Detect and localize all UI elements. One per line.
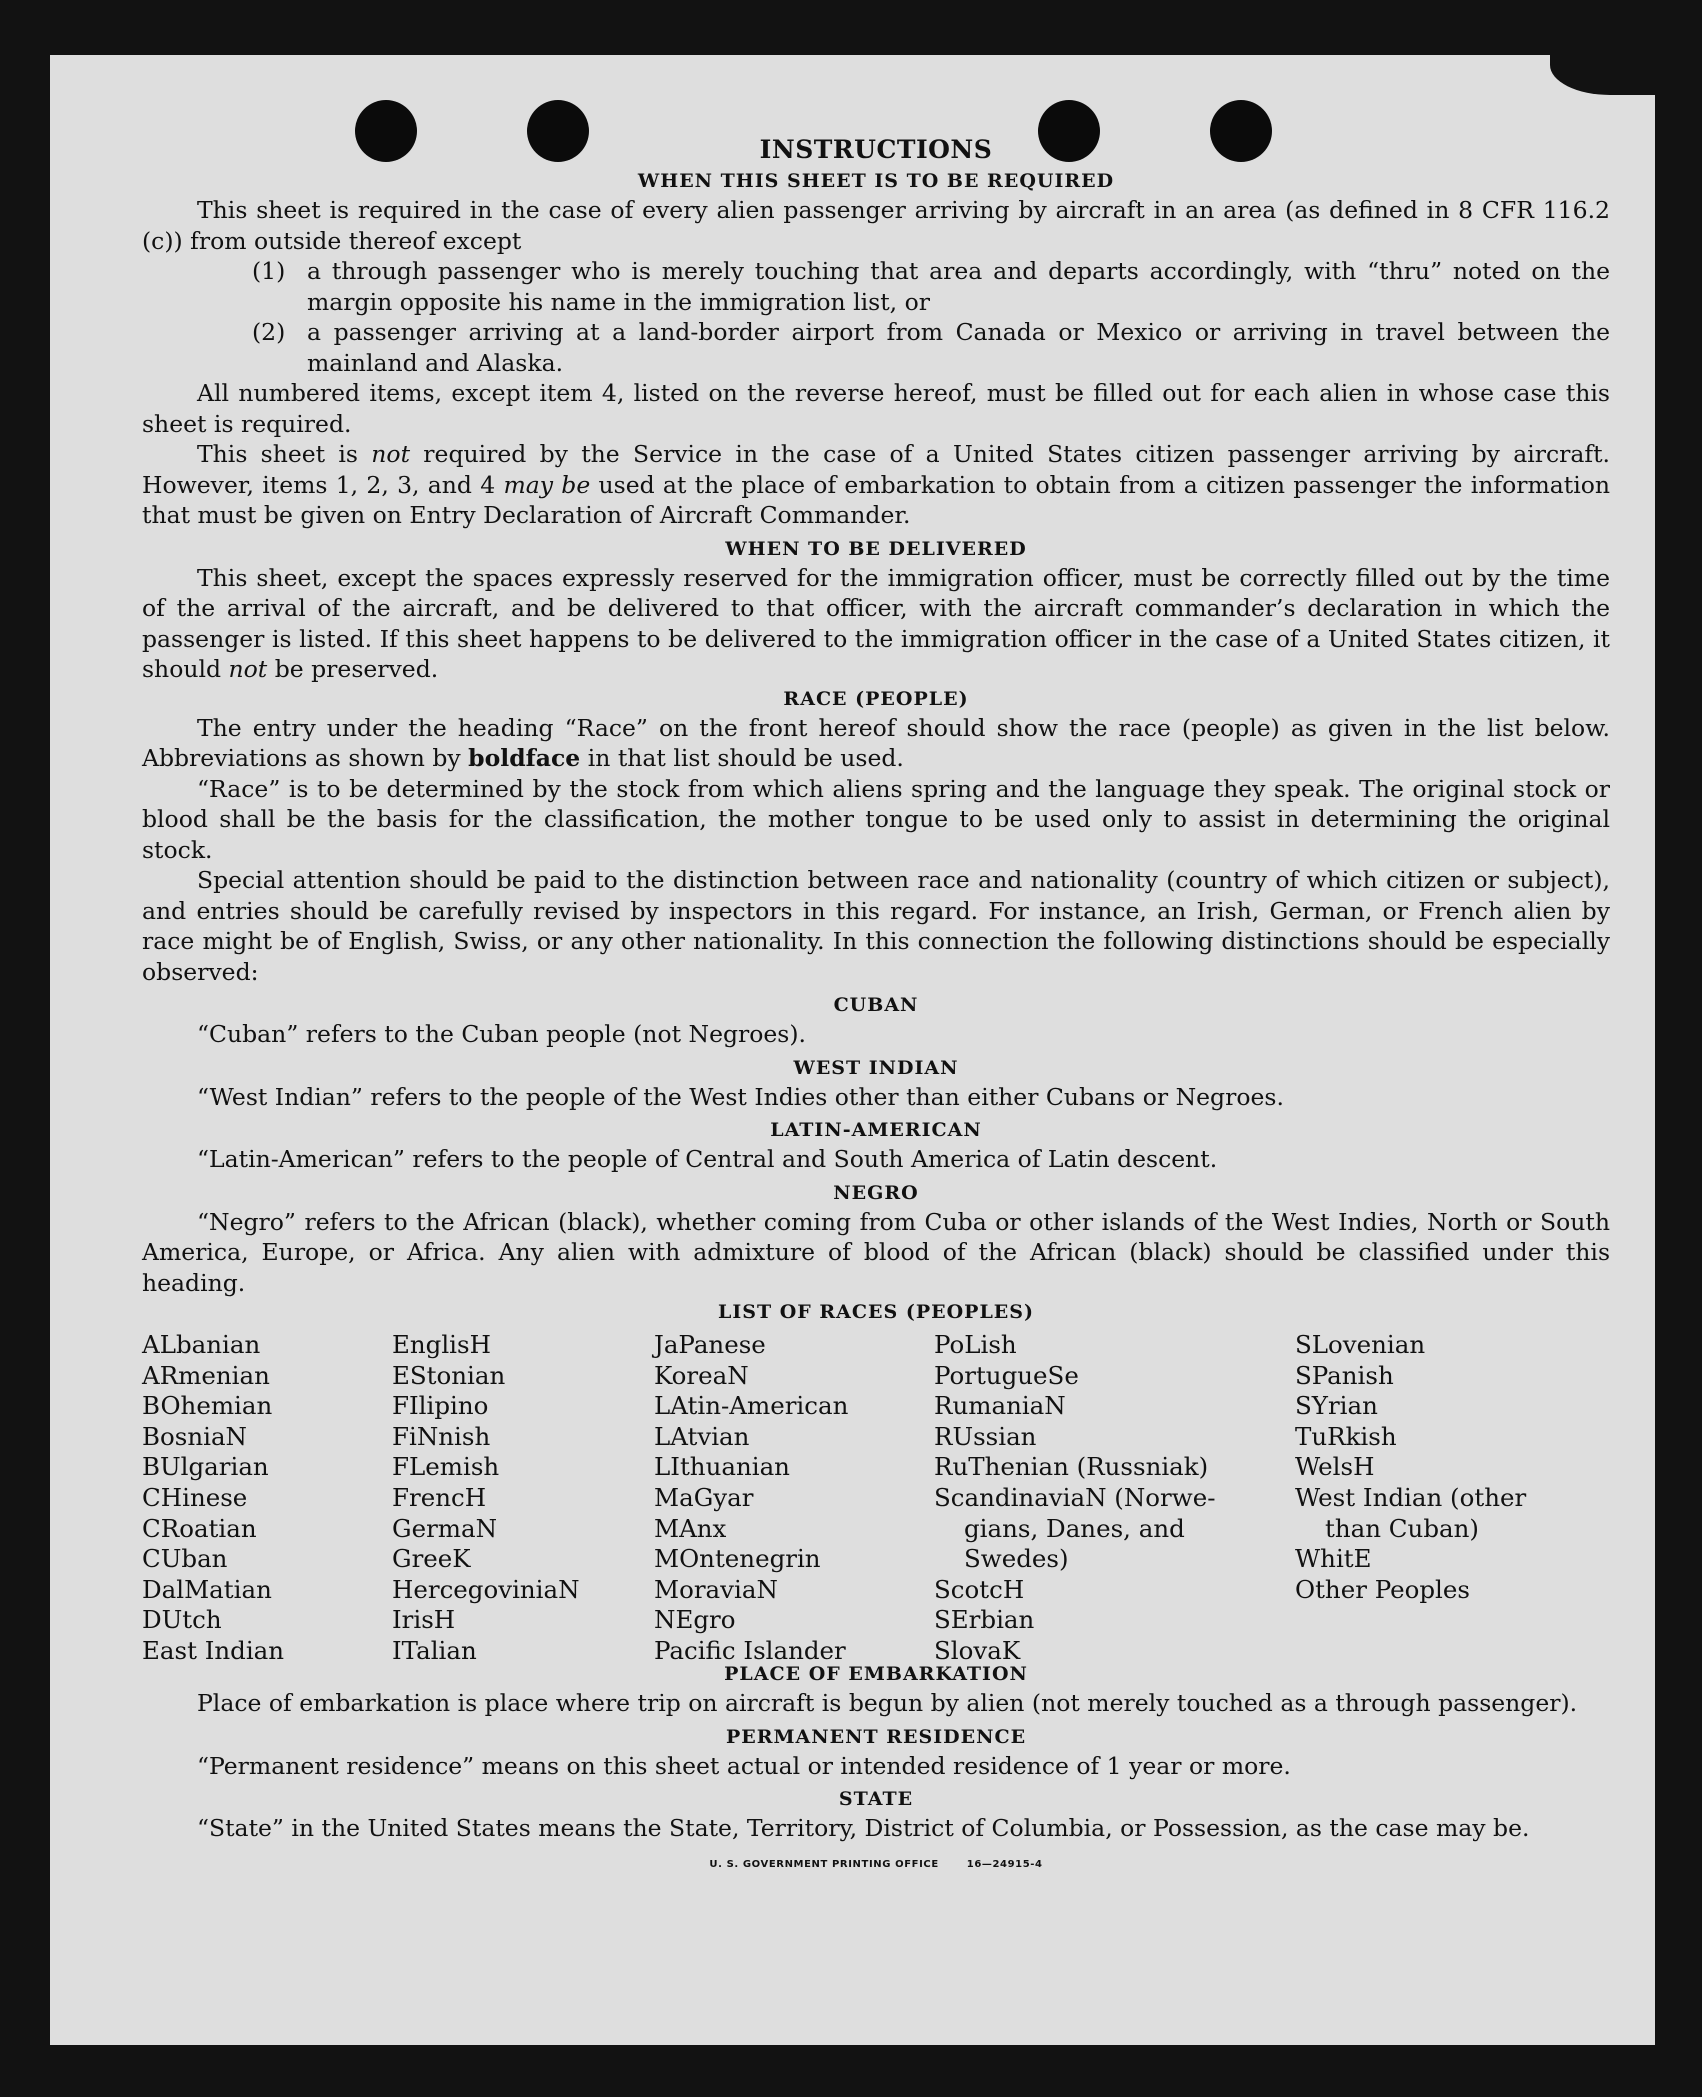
race-entry: PortugueSe	[934, 1360, 1079, 1390]
race-entry: SYrian	[1295, 1391, 1378, 1421]
section-heading-delivered: WHEN TO BE DELIVERED	[725, 537, 1027, 560]
race-entry: MaGyar	[654, 1482, 754, 1512]
race-column-3	[654, 1330, 848, 1667]
race-entry: IrisH	[392, 1605, 456, 1635]
race-column-2	[392, 1330, 580, 1667]
race-entry: ARmenian	[142, 1360, 270, 1390]
document-sheet	[50, 55, 1655, 2045]
race-entry: SLovenian	[1295, 1330, 1426, 1359]
race-entry: ITalian	[392, 1635, 477, 1665]
race-entry: FiNnish	[392, 1421, 491, 1451]
paragraph-delivered: This sheet, except the spaces expressly reserved for the immigration officer, must be correctly filled out by the time of the arrival of the aircraft, and be delivered to that officer, with the aircraft commander’s declaration in which the passenger is listed. If this sheet happens to be delivered to the immigration officer in the case of a United States citizen, it should not be preserved.	[142, 563, 1610, 683]
paragraph-numbered-items: All numbered items, except item 4, listed on the reverse hereof, must be filled out for each alien in whose case this sheet is required.	[142, 379, 1610, 438]
race-entry: JaPanese	[654, 1330, 766, 1359]
race-entry: NEgro	[654, 1605, 736, 1635]
race-list	[142, 1330, 1610, 1665]
race-entry: SPanish	[1295, 1360, 1394, 1390]
race-entry: SlovaK	[934, 1635, 1021, 1665]
race-entry: FIlipino	[392, 1391, 489, 1421]
paragraph-west-indian: “West Indian” refers to the people of the West Indies other than either Cubans or Negroes.	[197, 1082, 1284, 1111]
race-column-4	[934, 1330, 1216, 1667]
race-entry: DalMatian	[142, 1574, 272, 1604]
race-entry: WhitE	[1295, 1544, 1372, 1574]
race-entry: EStonian	[392, 1360, 506, 1390]
torn-corner	[1550, 55, 1655, 95]
race-entry: Pacific Islander	[654, 1635, 846, 1665]
paragraph-embarkation: Place of embarkation is place where trip on aircraft is begun by alien (not merely touched as a through passenger).	[197, 1689, 1578, 1717]
section-heading-residence: PERMANENT RESIDENCE	[725, 1725, 1027, 1748]
paragraph-required-intro: This sheet is required in the case of every alien passenger arriving by aircraft in an area (as defined in 8 CFR 116.2 (c)) from outside thereof except	[142, 196, 1610, 255]
race-entry: FLemish	[392, 1452, 500, 1482]
item-number: (2)	[252, 318, 286, 346]
race-entry-continued: Swedes)	[964, 1544, 1069, 1574]
race-entry: SErbian	[934, 1605, 1035, 1635]
race-entry: East Indian	[142, 1635, 285, 1665]
paragraph-residence: “Permanent residence” means on this sheet actual or intended residence of 1 year or more.	[197, 1751, 1291, 1780]
section-heading-required: WHEN THIS SHEET IS TO BE REQUIRED	[637, 170, 1115, 192]
race-entry: FrencH	[392, 1482, 487, 1512]
section-heading-west-indian: WEST INDIAN	[793, 1056, 959, 1079]
race-entry: KoreaN	[654, 1360, 749, 1390]
race-entry: RumaniaN	[934, 1391, 1066, 1421]
race-entry: ScandinaviaN (Norwe-	[934, 1482, 1216, 1512]
numbered-item-1	[142, 256, 1610, 317]
race-entry: HercegoviniaN	[392, 1574, 580, 1604]
paragraph-race-3: Special attention should be paid to the distinction between race and nationality (country of which citizen or subject), and entries should be carefully revised by inspectors in this regard. For instance, an Irish, German, or French alien by race might be of English, Swiss, or any other nationality. In this connection the following distinctions should be especially observed:	[142, 866, 1610, 986]
race-entry: LAtin-American	[654, 1391, 849, 1421]
race-entry: MOntenegrin	[654, 1544, 821, 1574]
race-entry: BosniaN	[142, 1421, 247, 1451]
race-entry: DUtch	[142, 1605, 222, 1635]
section-heading-race: RACE (PEOPLE)	[783, 687, 969, 710]
race-entry: BUlgarian	[142, 1452, 269, 1482]
race-entry: CHinese	[142, 1482, 248, 1512]
paragraph-cuban: “Cuban” refers to the Cuban people (not Negroes).	[197, 1020, 807, 1048]
race-entry: TuRkish	[1295, 1421, 1397, 1451]
race-entry: Other Peoples	[1295, 1574, 1470, 1604]
page-title: INSTRUCTIONS	[759, 135, 993, 164]
race-entry-continued: gians, Danes, and	[964, 1513, 1185, 1543]
section-heading-list-of-races: LIST OF RACES (PEOPLES)	[718, 1301, 1034, 1323]
printer-imprint: U. S. GOVERNMENT PRINTING OFFICE 16—24915-4	[709, 1858, 1043, 1870]
race-entry: West Indian (other	[1295, 1482, 1527, 1512]
paragraph-negro: “Negro” refers to the African (black), whether coming from Cuba or other islands of the West Indies, North or South America, Europe, or Africa. Any alien with admixture of blood of the African (black) should be classified under this heading.	[142, 1207, 1610, 1297]
race-entry-continued: than Cuban)	[1325, 1513, 1479, 1543]
race-entry: RUssian	[934, 1421, 1037, 1451]
paragraph-latin-american: “Latin-American” refers to the people of Central and South America of Latin descent.	[197, 1145, 1218, 1173]
race-entry: GermaN	[392, 1513, 498, 1543]
race-entry: LAtvian	[654, 1421, 750, 1451]
race-entry: MoraviaN	[654, 1574, 778, 1604]
item-text: a passenger arriving at a land-border airport from Canada or Mexico or arriving in travel between the mainland and Alaska.	[307, 318, 1610, 377]
paragraph-race-1: The entry under the heading “Race” on the front hereof should show the race (people) as given in the list below. Abbreviations as shown by boldface in that list should be used.	[142, 713, 1610, 772]
race-entry: CRoatian	[142, 1513, 257, 1543]
paragraph-citizen: This sheet is not required by the Service in the case of a United States citizen passenger arriving by aircraft. However, items 1, 2, 3, and 4 may be used at the place of embarkation to obtain from a citizen passenger the information that must be given on Entry Declaration of Aircraft Commander.	[142, 440, 1610, 529]
instructions-content	[142, 133, 1610, 1880]
section-heading-state: STATE	[838, 1788, 914, 1810]
section-heading-embarkation: PLACE OF EMBARKATION	[724, 1663, 1028, 1685]
section-heading-negro: NEGRO	[833, 1181, 919, 1204]
race-entry: WelsH	[1295, 1452, 1375, 1482]
race-entry: ScotcH	[934, 1574, 1025, 1604]
item-number: (1)	[252, 257, 286, 285]
race-entry: BOhemian	[142, 1391, 273, 1421]
paragraph-state: “State” in the United States means the State, Territory, District of Columbia, or Possession, as the case may be.	[197, 1814, 1530, 1842]
race-entry: GreeK	[392, 1544, 471, 1574]
race-entry: CUban	[142, 1544, 228, 1574]
race-entry: RuThenian (Russniak)	[934, 1452, 1209, 1482]
race-entry: EnglisH	[392, 1330, 491, 1359]
race-entry: LIthuanian	[654, 1452, 790, 1482]
section-heading-latin-american: LATIN-AMERICAN	[770, 1119, 982, 1141]
numbered-item-2	[142, 317, 1610, 378]
race-entry: MAnx	[654, 1513, 727, 1543]
race-column-1	[142, 1330, 284, 1667]
race-entry: PoLish	[934, 1330, 1017, 1359]
race-entry: ALbanian	[142, 1330, 261, 1359]
race-column-5	[1295, 1330, 1526, 1605]
section-heading-cuban: CUBAN	[833, 994, 919, 1016]
paragraph-race-2: “Race” is to be determined by the stock from which aliens spring and the language they speak. The original stock or blood shall be the basis for the classification, the mother tongue to be used only to assist in determining the original stock.	[142, 774, 1610, 864]
item-text: a through passenger who is merely touching that area and departs accordingly, with “thru” noted on the margin opposite his name in the immigration list, or	[307, 257, 1610, 316]
